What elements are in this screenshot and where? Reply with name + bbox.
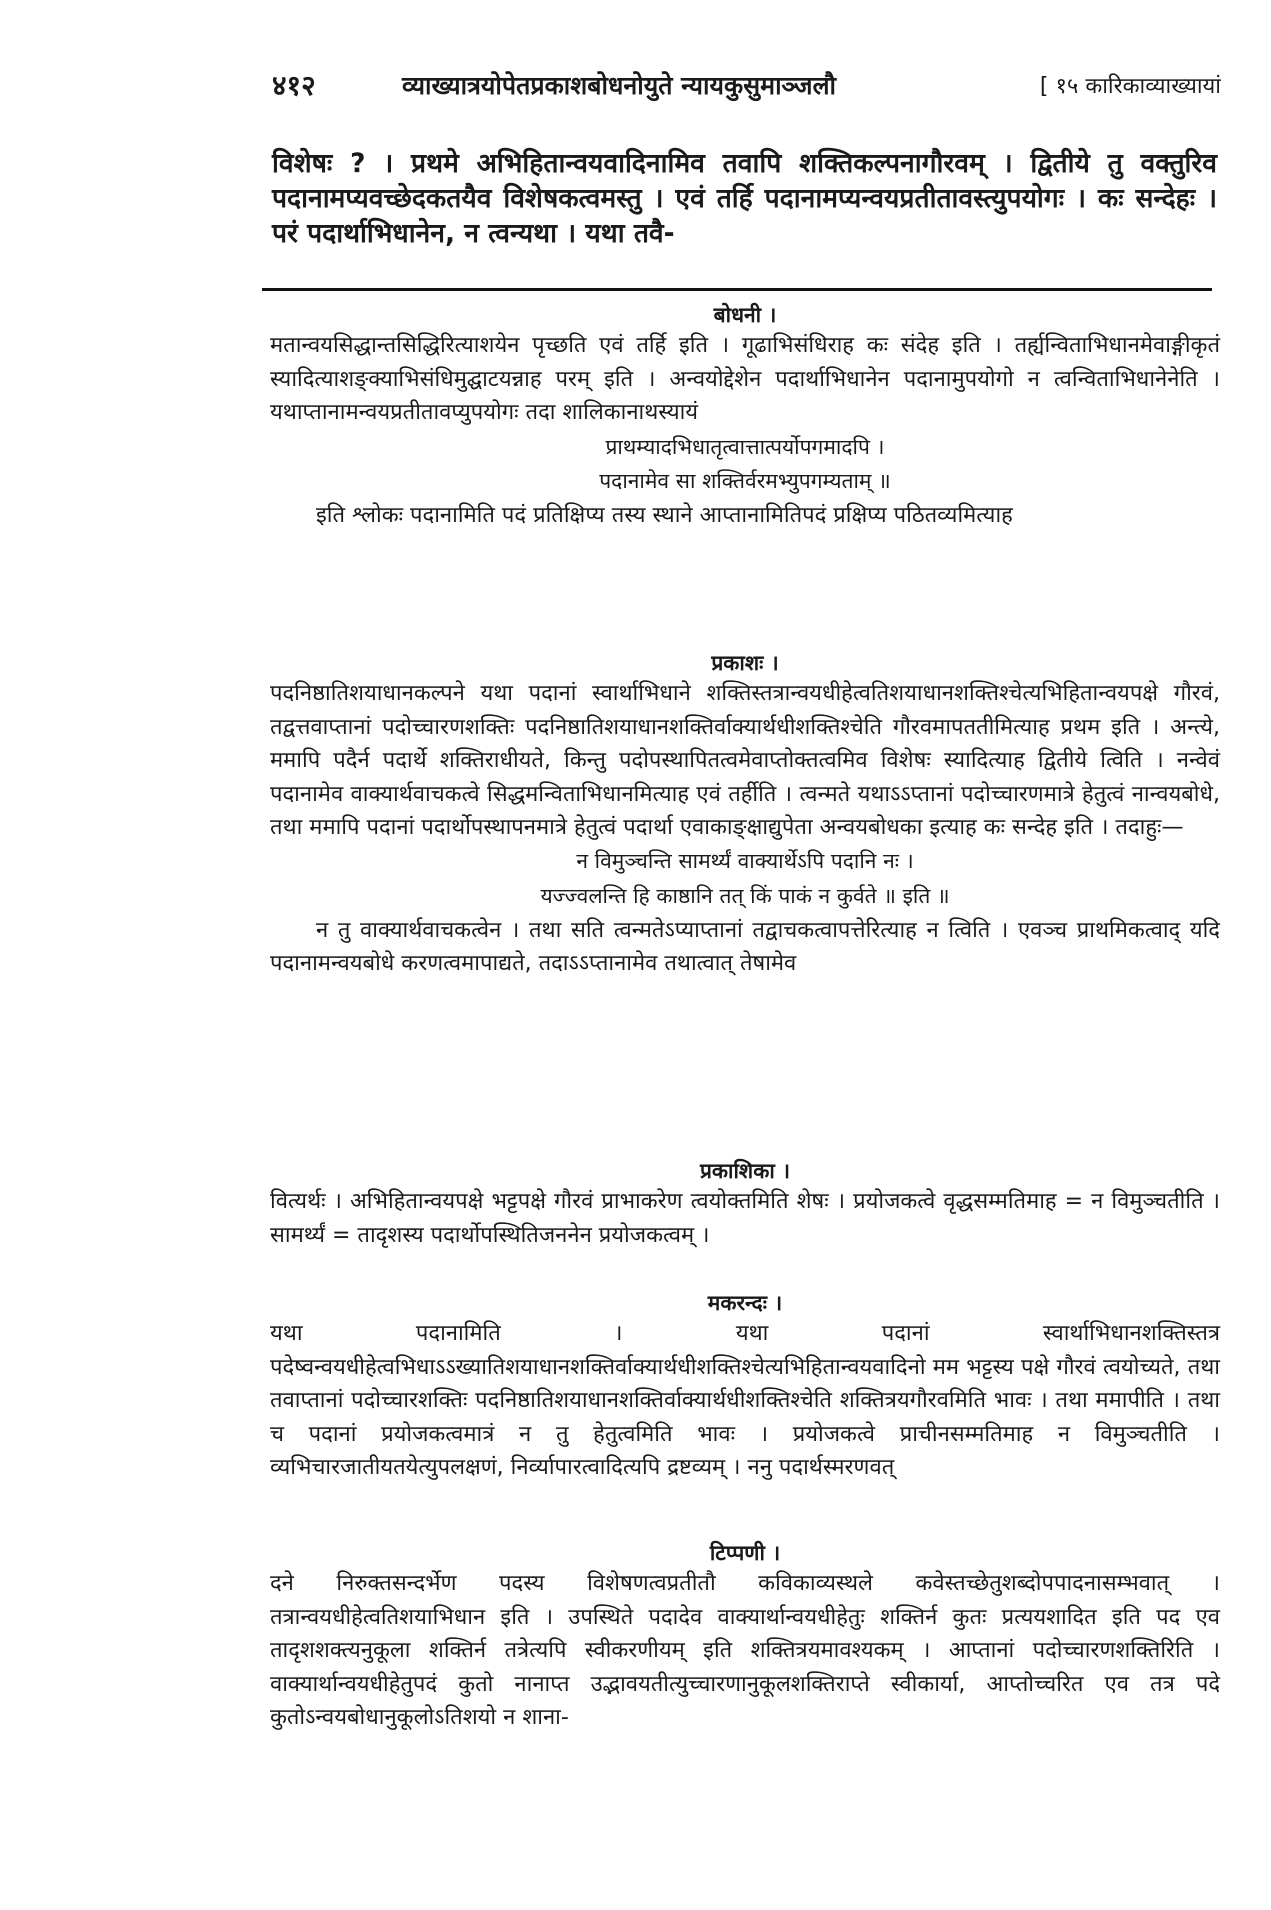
horizontal-rule [262,288,1212,291]
commentary-paragraph: मतान्वयसिद्धान्तसिद्धिरित्याशयेन पृच्छति एवं तर्हि इति । गूढाभिसंधिराह कः संदेह इति । तर्ह्यन्विताभिधानमेवाङ्गीकृतं स्यादित्याशङ्क्याभिसंधिमुद्घाटयन्नाह परम् इति । अन्वयोद्देशेन पदार्थाभिधानेन पदानामुपयोगो न त्वन्विताभिधानेनेति । यथाप्तानामन्वयप्रतीतावप्युपयोगः तदा शालिकानाथस्यायं [270,333,1220,426]
commentary-title: बोधनी । [713,303,777,327]
page-header [272,62,1221,106]
verse-line: प्राथम्यादभिधातृत्वात्तात्पर्योपगमादपि । [605,434,885,459]
verse-line: न विमुञ्चन्ति सामर्थ्यं वाक्यार्थेऽपि पदानि नः । [576,849,914,874]
commentary-title: टिप्पणी । [709,1541,781,1565]
root-text: विशेषः ? । प्रथमे अभिहितान्वयवादिनामिव तवापि शक्तिकल्पनागौरवम् । द्वितीये तु वक्तुरिव पदानामप्यवच्छेदकतयैव विशेषकत्वमस्तु । एवं तर्हि पदानामप्यन्वयप्रतीतावस्त्युपयोगः । कः सन्देहः । परं पदार्थाभिधानेन, न त्वन्यथा । यथा तवै- [272,148,1217,250]
verse-line: यज्ज्वलन्ति हि काष्ठानि तत् किं पाकं न कुर्वते ॥ इति ॥ [540,884,950,909]
bodhani-commentary [270,302,1220,532]
commentary-paragraph: दने निरुक्तसन्दर्भेण पदस्य विशेषणत्वप्रतीतौ कविकाव्यस्थले कवेस्तच्छेतुशब्दोपपादनासम्भवात् । तत्रान्वयधीहेत्वतिशयाभिधान इति । उपस्थिते पदादेव वाक्यार्थान्वयधीहेतुः शक्तिर्न कुतः प्रत्ययशादित इति पद एव तादृशशक्त्यनुकूला शक्तिर्न तत्रेत्यपि स्वीकरणीयम् इति शक्तित्रयमावश्यकम् । आप्तानां पदोच्चारणशक्तिरिति । वाक्यार्थान्वयधीहेतुपदं कुतो नानाप्त उद्भावयतीत्युच्चारणानुकूलशक्तिराप्ते स्वीकार्या, आप्तोच्चरित एव तत्र पदे कुतोऽन्वयबोधानुकूलोऽतिशयो न शाना- [270,1571,1220,1731]
running-title: व्याख्यात्रयोपेतप्रकाशबोधनोयुते न्यायकुसुमाञ्जलौ [402,71,837,100]
commentary-paragraph: न तु वाक्यार्थवाचकत्वेन । तथा सति त्वन्मतेऽप्याप्तानां तद्वाचकत्वापत्तेरित्याह न त्विति । एवञ्च प्राथमिकत्वाद् यदि पदानामन्वयबोधे करणत्वमापाद्यते, तदाऽऽप्तानामेव तथात्वात् तेषामेव [270,917,1220,977]
commentary-paragraph: पदनिष्ठातिशयाधानकल्पने यथा पदानां स्वार्थाभिधाने शक्तिस्तत्रान्वयधीहेत्वतिशयाधानशक्तिश्चेत्यभिहितान्वयपक्षे गौरवं, तद्वत्तवाप्तानां पदोच्चारणशक्तिः पदनिष्ठातिशयाधानशक्तिर्वाक्यार्थधीशक्तिश्चेति गौरवमापततीमित्याह प्रथम इति । अन्त्ये, ममापि पदैर्न पदार्थे शक्तिराधीयते, किन्तु पदोपस्थापितत्वमेवाप्तोक्तत्वमिव विशेषः स्यादित्याह द्वितीये त्विति । नन्वेवं पदानामेव वाक्यार्थवाचकत्वे सिद्धमन्विताभिधानमित्याह एवं तर्हीति । त्वन्मते यथाऽऽप्तानां पदोच्चारणमात्रे हेतुत्वं नान्वयबोधे, तथा ममापि पदानां पदार्थोपस्थापनमात्रे हेतुत्वं पदार्था एवाकाङ्क्षाद्युपेता अन्वयबोधका इत्याह कः सन्देह इति । तदाहुः— [270,681,1220,841]
commentary-paragraph: यथा पदानामिति । यथा पदानां स्वार्थाभिधानशक्तिस्तत्र पदेष्वन्वयधीहेत्वभिधाऽऽख्यातिशयाधानशक्तिर्वाक्यार्थधीशक्तिश्चेत्यभिहितान्वयवादिनो मम भट्टस्य पक्षे गौरवं त्वयोच्यते, तथा तवाप्तानां पदोच्चारशक्तिः पदनिष्ठातिशयाधानशक्तिर्वाक्यार्थधीशक्तिश्चेति शक्तित्रयगौरवमिति भावः । तथा ममापीति । तथा च पदानां प्रयोजकत्वमात्रं न तु हेतुत्वमिति भावः । प्रयोजकत्वे प्राचीनसम्मतिमाह न विमुञ्चतीति । व्यभिचारजातीयतयेत्युपलक्षणं, निर्व्यापारत्वादित्यपि द्रष्टव्यम् । ननु पदार्थस्मरणवत् [270,1321,1220,1481]
page-number: ४१२ [272,69,316,102]
commentary-paragraph: इति श्लोकः पदानामिति पदं प्रतिक्षिप्य तस्य स्थाने आप्तानामितिपदं प्रक्षिप्य पठितव्यमित्याह [316,502,1013,528]
commentary-paragraph: वित्यर्थः । अभिहितान्वयपक्षे भट्टपक्षे गौरवं प्राभाकरेण त्वयोक्तमिति शेषः । प्रयोजकत्वे वृद्धसम्मतिमाह = न विमुञ्चतीति । सामर्थ्यं = तादृशस्य पदार्थोपस्थितिजननेन प्रयोजकत्वम् । [270,1189,1220,1248]
prakasha-commentary [270,650,1220,981]
verse-line: पदानामेव सा शक्तिर्वरमभ्युपगम्यताम् ॥ [599,469,891,494]
commentary-title: प्रकाशिका । [699,1159,791,1183]
prakashika-commentary [270,1158,1220,1252]
commentary-title: मकरन्दः । [707,1291,783,1315]
commentary-title: प्रकाशः । [711,651,779,675]
tippani-commentary [270,1540,1220,1734]
makaranda-commentary [270,1290,1220,1484]
section-label: [ १५ कारिकाव्याख्यायां [1039,74,1221,99]
